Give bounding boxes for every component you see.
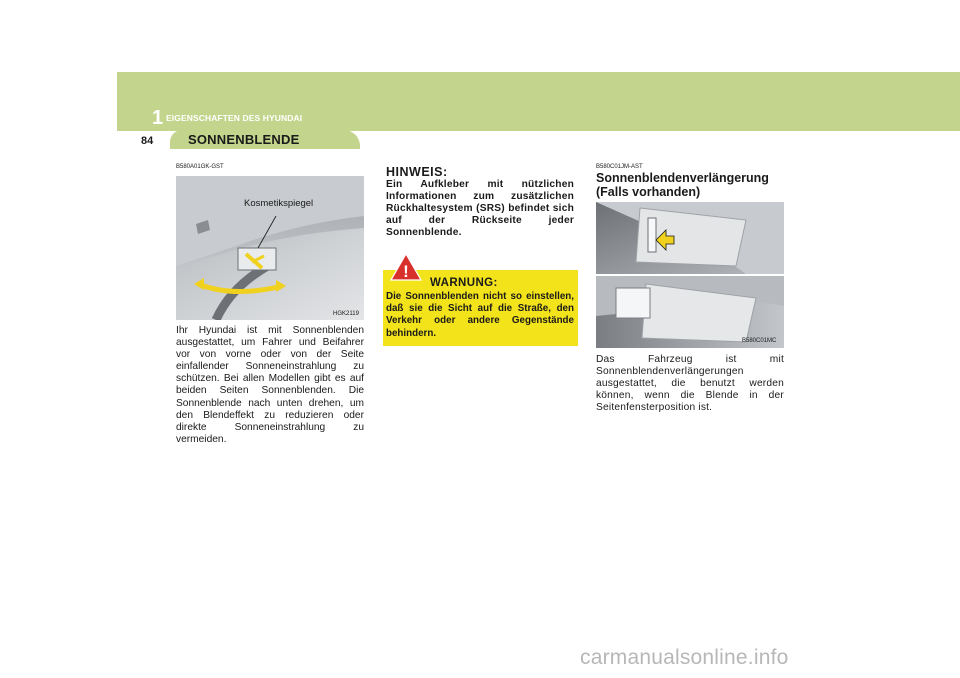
- warning-title: WARNUNG:: [430, 277, 498, 289]
- figure-code-right: B580C01MC: [742, 338, 777, 344]
- section-code: B580A01GK-GST: [176, 164, 224, 170]
- extension-title: [596, 171, 786, 199]
- warning-exclamation: !: [403, 262, 409, 281]
- note-text: Ein Aufkleber mit nützlichen Informationen zum zusätzlichen Rückhaltesystem (SRS) befindet sich auf der Rückseite jeder Sonnenblende.: [386, 179, 574, 239]
- figure-code-left: HGK2119: [333, 311, 359, 317]
- section-tab: [170, 130, 360, 149]
- extension-title-line1: Sonnenblendenverlängerung: [596, 171, 769, 185]
- extension-paragraph: Das Fahrzeug ist mit Sonnenblendenverlängerungen ausgestattet, die benutzt werden können, wenn die Blende in der Seitenfensterposition ist.: [596, 354, 784, 414]
- extension-title-line2: (Falls vorhanden): [596, 185, 701, 199]
- note-title: HINWEIS:: [386, 165, 448, 179]
- section-title: SONNENBLENDE: [188, 132, 300, 147]
- warning-text: Die Sonnenblenden nicht so einstellen, daß sie die Sicht auf die Straße, den Verkehr oder andere Gegenstände behindern.: [386, 291, 574, 339]
- visor-extension-photo-top: [596, 202, 784, 274]
- section-code-right: B580C01JM-AST: [596, 164, 643, 170]
- vanity-mirror-label: Kosmetikspiegel: [244, 198, 314, 209]
- page-number: 84: [141, 135, 154, 147]
- watermark: carmanualsonline.info: [580, 646, 789, 669]
- chapter-number: 1: [152, 107, 164, 129]
- sun-visor-paragraph: Ihr Hyundai ist mit Sonnenblenden ausgestattet, um Fahrer und Beifahrer vor von vorne oder von der Seite einfallender Sonneneinstrahlung zu schützen. Bei allen Modellen gibt es auf beiden Seiten Sonnenblenden. Die Sonnenblende nach unten drehen, um den Blendeffekt zu reduzieren oder direkte Sonneneinstrahlung zu vermeiden.: [176, 325, 364, 445]
- warning-triangle-icon: [390, 253, 422, 286]
- chapter-title: EIGENSCHAFTEN DES HYUNDAI: [166, 113, 303, 123]
